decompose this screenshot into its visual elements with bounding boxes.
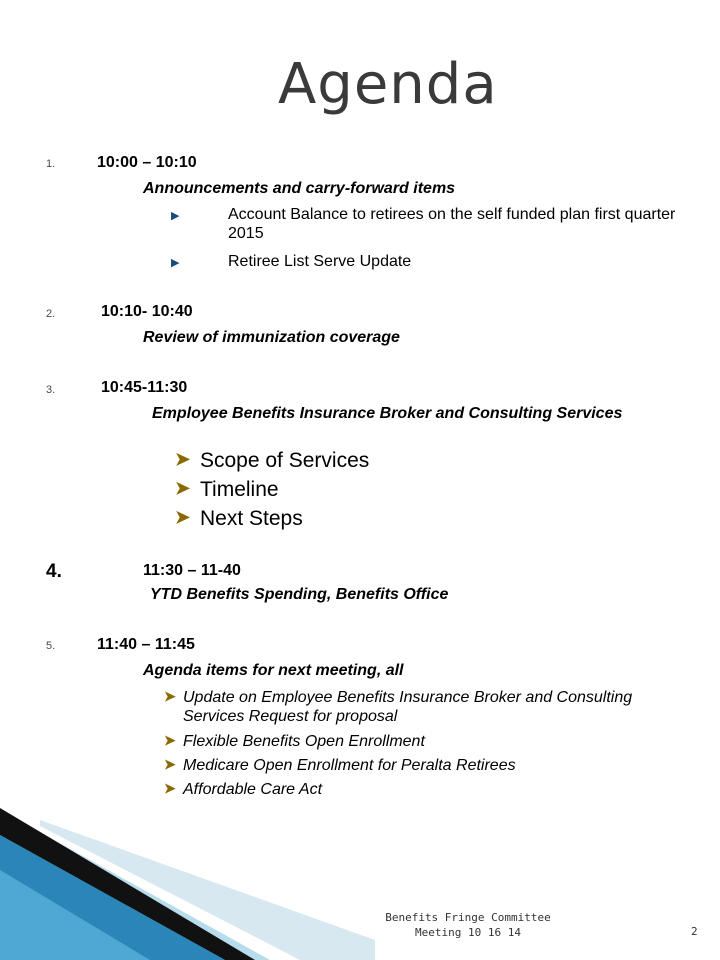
item-5-heading: Agenda items for next meeting, all	[143, 662, 404, 679]
page-number: 2	[691, 925, 698, 938]
item-5-number: 5.	[46, 640, 56, 652]
triangle-arrow-icon: ▶	[171, 257, 180, 269]
chevron-arrow-icon: ➤	[175, 449, 191, 469]
chevron-arrow-icon: ➤	[164, 688, 176, 704]
item-2-number: 2.	[46, 308, 56, 320]
item-1-time: 10:00 – 10:10	[97, 154, 197, 171]
chevron-arrow-icon: ➤	[175, 507, 191, 527]
item-5-sub-4: Affordable Care Act	[183, 781, 323, 798]
corner-decoration	[0, 790, 380, 960]
item-1-heading: Announcements and carry-forward items	[143, 180, 456, 197]
item-5-time: 11:40 – 11:45	[97, 636, 195, 653]
triangle-arrow-icon: ▶	[171, 210, 180, 222]
item-3-heading: Employee Benefits Insurance Broker and Consulting Services	[152, 405, 623, 422]
item-2-time: 10:10- 10:40	[101, 303, 193, 320]
item-5-sub-1: Update on Employee Benefits Insurance Broker and Consulting Services Request for proposal	[183, 689, 633, 725]
item-1-sub-2: Retiree List Serve Update	[228, 253, 412, 270]
item-4-number: 4.	[46, 561, 62, 582]
item-2-heading: Review of immunization coverage	[143, 329, 400, 346]
footer-line-2: Meeting 10 16 14	[415, 926, 521, 939]
chevron-arrow-icon: ➤	[175, 478, 191, 498]
page-title: Agenda	[278, 52, 498, 117]
chevron-arrow-icon: ➤	[164, 756, 176, 772]
item-5-sub-2: Flexible Benefits Open Enrollment	[183, 733, 425, 750]
footer-text	[378, 910, 558, 940]
chevron-arrow-icon: ➤	[164, 732, 176, 748]
item-3-time: 10:45-11:30	[101, 379, 188, 396]
footer-line-1: Benefits Fringe Committee	[385, 911, 551, 924]
item-5-sub-3: Medicare Open Enrollment for Peralta Retirees	[183, 757, 516, 774]
item-3-sub-2: Timeline	[200, 478, 279, 501]
item-3-sub-1: Scope of Services	[200, 449, 370, 472]
item-4-heading: YTD Benefits Spending, Benefits Office	[150, 586, 449, 603]
item-1-sub-1: Account Balance to retirees on the self funded plan first quarter 2015	[228, 206, 676, 242]
item-3-sub-3: Next Steps	[200, 507, 303, 530]
item-1-number: 1.	[46, 158, 56, 170]
item-3-number: 3.	[46, 384, 56, 396]
chevron-arrow-icon: ➤	[164, 780, 176, 796]
item-4-time: 11:30 – 11-40	[143, 562, 241, 579]
